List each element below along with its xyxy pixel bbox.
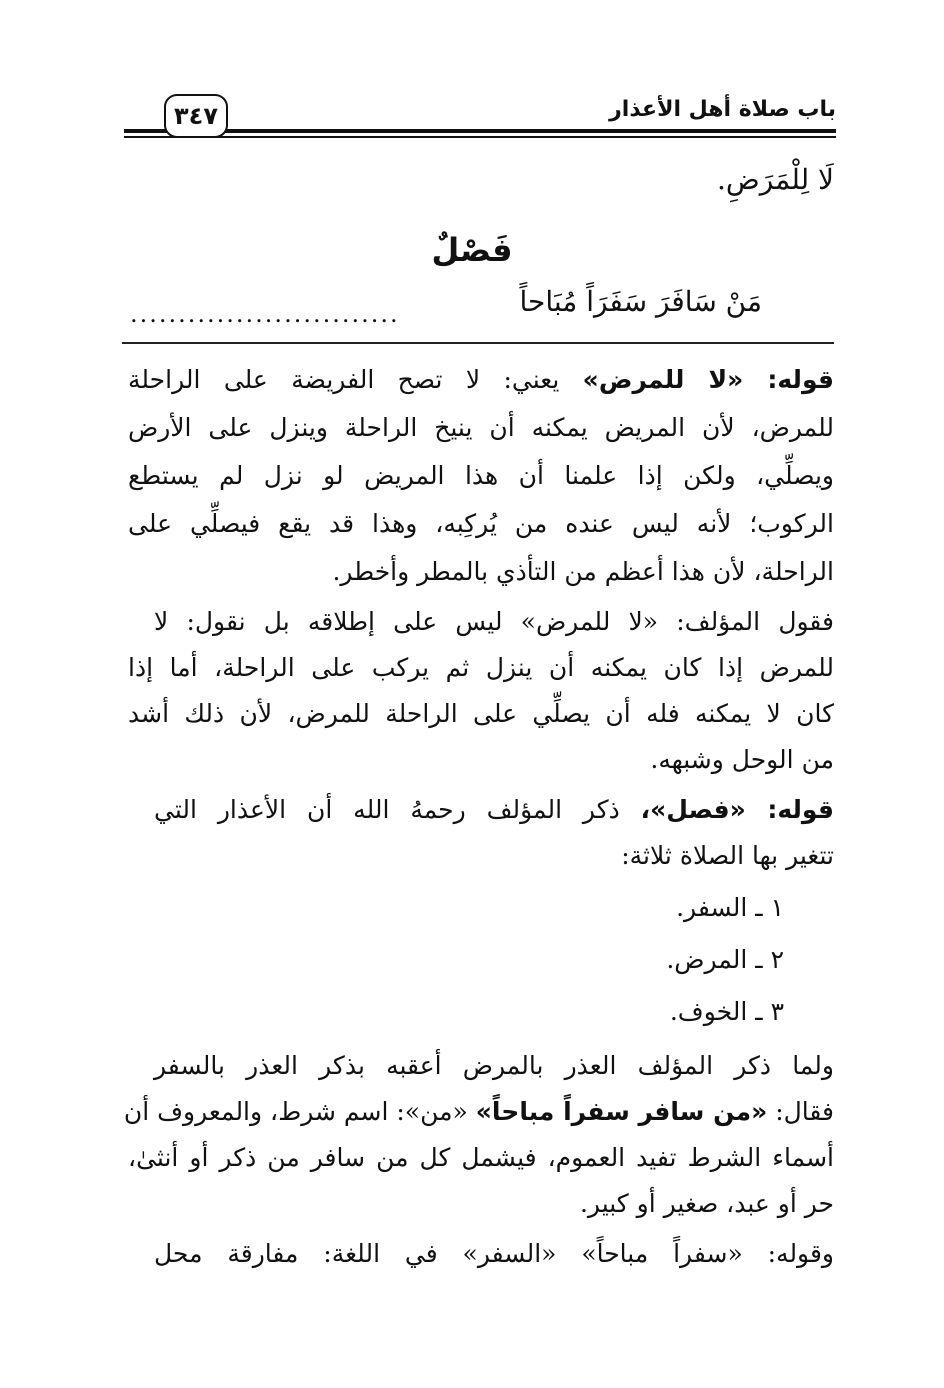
paragraph-4-line-2 bbox=[123, 1090, 834, 1134]
paragraph-5-line-1: وقوله: «سفراً مباحاً» «السفر» في اللغة: مفارقة محل bbox=[154, 1239, 834, 1268]
paragraph-3-line-2: تتغير بها الصلاة ثلاثة: bbox=[621, 841, 834, 870]
quoted-matn: «من سافر سفراً مباحاً» bbox=[475, 1097, 768, 1126]
paragraph-4-line-3: أسماء الشرط تفيد العموم، فيشمل كل من سافر من ذكر أو أنثىٰ، bbox=[128, 1143, 834, 1172]
line-text: ذكر المؤلف رحمهُ الله أن الأعذار التي bbox=[154, 795, 620, 824]
ellipsis-dots: ............................ bbox=[130, 300, 400, 328]
header-rule-thin bbox=[124, 136, 836, 138]
line-text: يعني: لا تصح الفريضة على الراحلة bbox=[128, 365, 560, 394]
line-text: فقال: bbox=[775, 1097, 834, 1126]
paragraph-4-line-1: ولما ذكر المؤلف العذر بالمرض أعقبه بذكر العذر بالسفر bbox=[154, 1051, 834, 1080]
paragraph-2-line-4: من الوحل وشبهه. bbox=[650, 745, 834, 774]
section-matn: مَنْ سَافَرَ سَفَرَاً مُبَاحاً bbox=[519, 285, 762, 318]
running-title: باب صلاة أهل الأعذار bbox=[609, 97, 836, 122]
paragraph-4-line-4: حر أو عبد، صغير أو كبير. bbox=[579, 1189, 834, 1218]
paragraph-1-line-2: للمرض، لأن المريض يمكنه أن ينيخ الراحلة وينزل على الأرض bbox=[128, 413, 834, 442]
list-item: ١ ـ السفر. bbox=[676, 893, 784, 922]
paragraph-1-line-5: الراحلة، لأن هذا أعظم من التأذي بالمطر وأخطر. bbox=[332, 557, 834, 586]
section-heading: فَصْلٌ bbox=[431, 231, 513, 269]
paragraph-2-line-3: كان لا يمكنه فله أن يصلِّي على الراحلة للمرض، لأن ذلك أشد bbox=[128, 699, 834, 728]
line-text: «من»: اسم شرط، والمعروف أن bbox=[123, 1097, 468, 1126]
paragraph-2-line-2: للمرض إذا كان يمكنه أن ينزل ثم يركب على الراحلة، أما إذا bbox=[128, 653, 834, 682]
paragraph-1-line-4: الركوب؛ لأنه ليس عنده من يُركِبه، وهذا قد يقع فيصلِّي على bbox=[128, 509, 834, 538]
paragraph-1-line-3: ويصلِّي، ولكن إذا علمنا أن هذا المريض لو نزل لم يستطع bbox=[128, 461, 834, 490]
paragraph-3-line-1 bbox=[154, 788, 834, 832]
list-item: ٢ ـ المرض. bbox=[666, 945, 784, 974]
opening-matn: لَا لِلْمَرَضِ. bbox=[716, 163, 834, 196]
page-header bbox=[124, 90, 836, 146]
matn-commentary-divider bbox=[122, 342, 834, 344]
list-item: ٣ ـ الخوف. bbox=[669, 997, 784, 1026]
commentary-lead: قوله: «لا للمرض» bbox=[582, 365, 834, 394]
page-number: ٣٤٧ bbox=[164, 94, 228, 138]
paragraph-1-line-1 bbox=[128, 358, 834, 402]
paragraph-2-line-1: فقول المؤلف: «لا للمرض» ليس على إطلاقه بل نقول: لا bbox=[154, 607, 834, 636]
header-rule-thick bbox=[124, 129, 836, 133]
commentary-lead: قوله: «فصل»، bbox=[640, 795, 834, 824]
